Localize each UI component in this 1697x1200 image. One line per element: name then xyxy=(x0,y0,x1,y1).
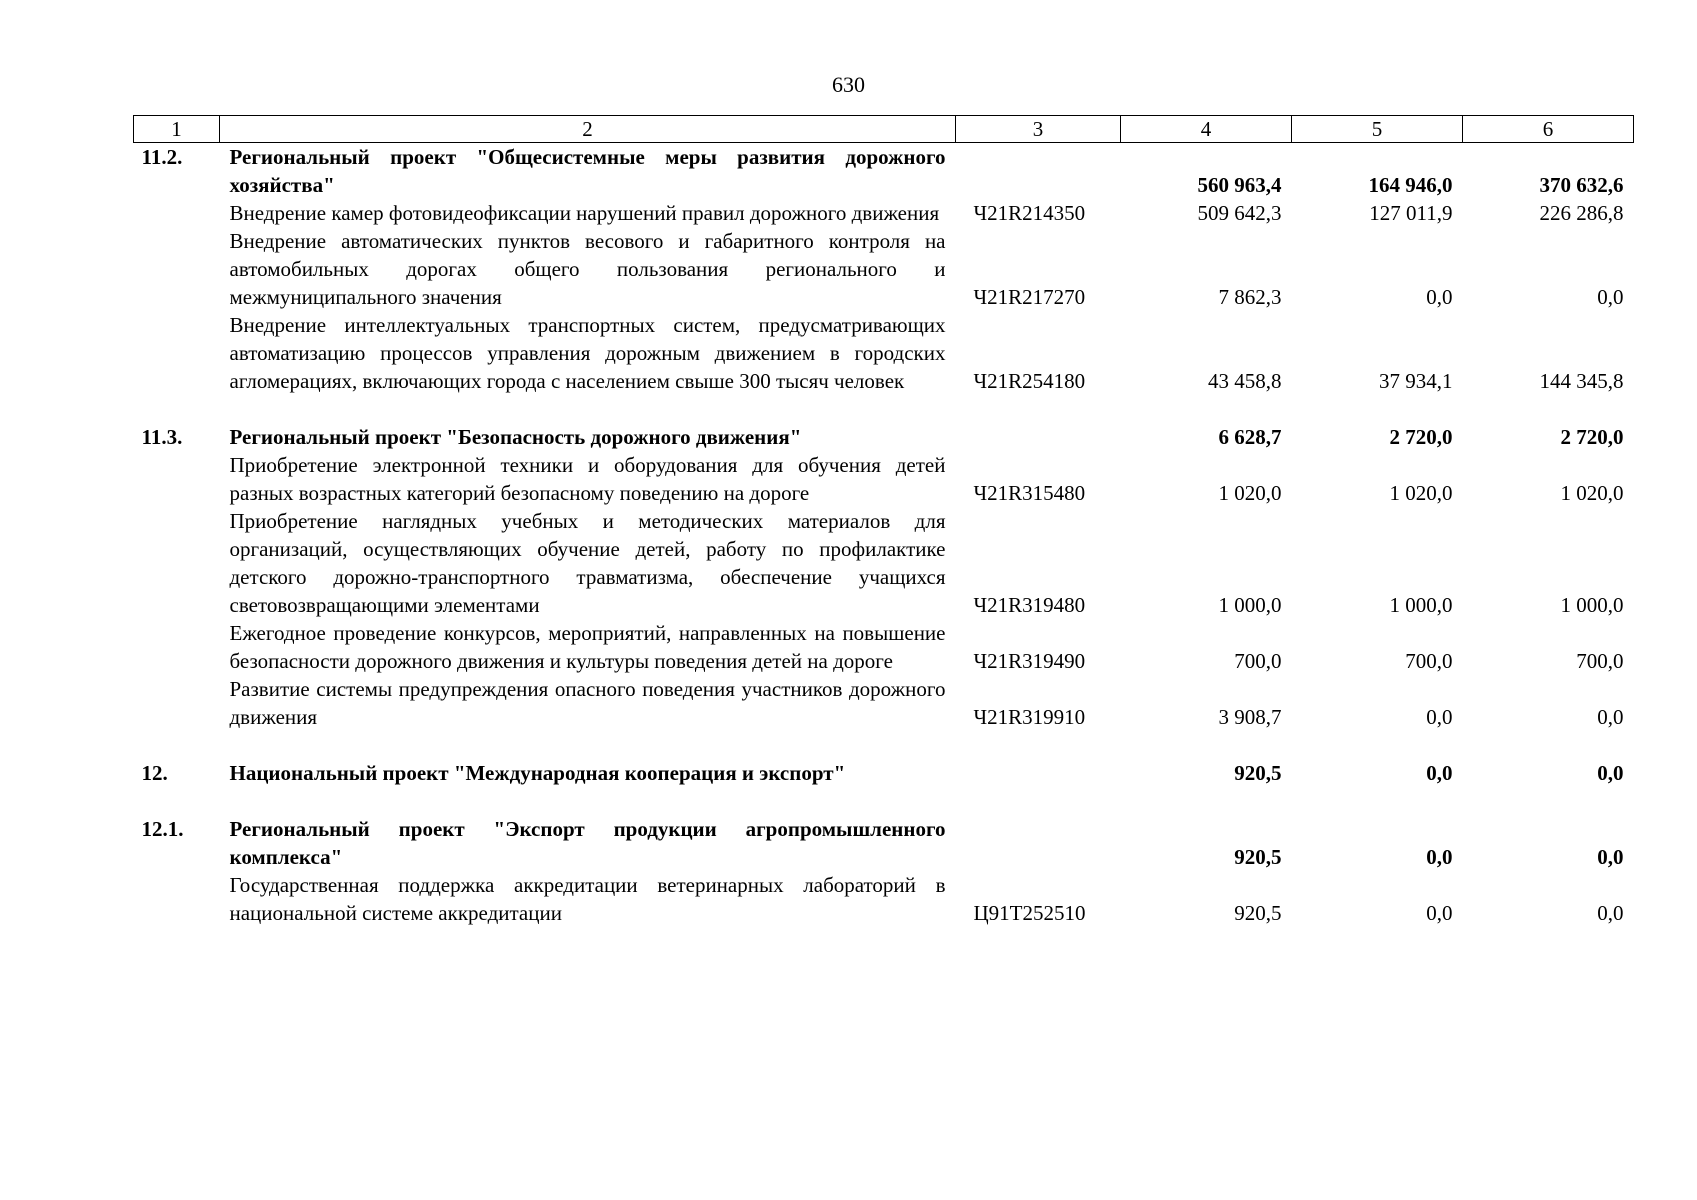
row-number xyxy=(134,619,220,675)
table-row xyxy=(134,871,1634,927)
row-value-5: 0,0 xyxy=(1426,285,1453,309)
row-value-6: 2 720,0 xyxy=(1560,425,1624,449)
row-name: Развитие системы предупреждения опасного поведения участников дорожного движения xyxy=(229,677,946,729)
row-code: Ч21R319910 xyxy=(973,705,1086,729)
row-value-5: 0,0 xyxy=(1426,901,1453,925)
row-value-5: 700,0 xyxy=(1405,649,1453,673)
row-value-5: 2 720,0 xyxy=(1389,425,1453,449)
row-code: Ч21R319490 xyxy=(973,649,1086,673)
row-value-6: 1 000,0 xyxy=(1560,593,1624,617)
row-code xyxy=(956,731,1121,787)
row-code: Ч21R319480 xyxy=(973,593,1086,617)
row-name: Внедрение автоматических пунктов весового и габаритного контроля на автомобильных дорогах общего пользования регионального и межмуниципального значения xyxy=(229,229,946,309)
column-header-2: 2 xyxy=(220,116,956,143)
row-number xyxy=(134,507,220,619)
budget-table xyxy=(133,115,1634,927)
table-row xyxy=(134,199,1634,227)
row-value-4: 700,0 xyxy=(1234,649,1282,673)
table-row xyxy=(134,395,1634,451)
row-value-4: 920,5 xyxy=(1234,901,1282,925)
row-value-6: 0,0 xyxy=(1597,845,1624,869)
table-row xyxy=(134,227,1634,311)
row-name: Внедрение камер фотовидеофиксации нарушений правил дорожного движения xyxy=(229,201,940,225)
table-row xyxy=(134,787,1634,871)
row-value-4: 1 000,0 xyxy=(1218,593,1282,617)
row-value-6: 0,0 xyxy=(1597,761,1624,785)
row-code xyxy=(956,787,1121,871)
column-header-1: 1 xyxy=(134,116,220,143)
table-row xyxy=(134,507,1634,619)
row-code: Ч21R315480 xyxy=(973,481,1086,505)
row-name: Региональный проект "Общесистемные меры развития дорожного хозяйства" xyxy=(229,145,946,197)
row-value-6: 0,0 xyxy=(1597,285,1624,309)
row-value-5: 0,0 xyxy=(1426,761,1453,785)
column-header-3: 3 xyxy=(956,116,1121,143)
row-name: Региональный проект "Безопасность дорожного движения" xyxy=(229,425,802,449)
row-value-5: 1 000,0 xyxy=(1389,593,1453,617)
row-value-4: 6 628,7 xyxy=(1218,425,1282,449)
row-value-4: 3 908,7 xyxy=(1218,705,1282,729)
row-name: Государственная поддержка аккредитации ветеринарных лабораторий в национальной системе аккредитации xyxy=(229,873,946,925)
row-value-4: 43 458,8 xyxy=(1208,369,1282,393)
row-value-4: 920,5 xyxy=(1234,761,1282,785)
row-value-5: 164 946,0 xyxy=(1368,173,1453,197)
table-row xyxy=(134,311,1634,395)
row-name: Региональный проект "Экспорт продукции агропромышленного комплекса" xyxy=(229,817,946,869)
row-number xyxy=(134,227,220,311)
table-row xyxy=(134,143,1634,200)
table-row xyxy=(134,619,1634,675)
row-value-4: 560 963,4 xyxy=(1197,173,1282,197)
row-name: Национальный проект "Международная кооперация и экспорт" xyxy=(229,761,846,785)
row-value-6: 226 286,8 xyxy=(1539,201,1624,225)
row-value-4: 509 642,3 xyxy=(1197,201,1282,225)
column-header-5: 5 xyxy=(1292,116,1463,143)
row-number: 11.3. xyxy=(141,425,183,449)
page-number: 630 xyxy=(832,72,865,97)
table-body xyxy=(134,143,1634,928)
row-code: Ц91Т252510 xyxy=(973,901,1086,925)
row-value-4: 1 020,0 xyxy=(1218,481,1282,505)
column-header-6: 6 xyxy=(1463,116,1634,143)
row-number xyxy=(134,451,220,507)
row-name: Внедрение интеллектуальных транспортных систем, предусматривающих автоматизацию процессов управления дорожным движением в городских агломерациях, включающих города с населением свыше 300 тысяч человек xyxy=(229,313,946,393)
row-number xyxy=(134,199,220,227)
row-code: Ч21R214350 xyxy=(973,201,1086,225)
row-name: Приобретение наглядных учебных и методических материалов для организаций, осуществляющих обучение детей, работу по профилактике детского дорожно-транспортного травматизма, обеспечение учащихся световозвращающими элементами xyxy=(229,509,946,617)
row-value-6: 1 020,0 xyxy=(1560,481,1624,505)
row-value-6: 144 345,8 xyxy=(1539,369,1624,393)
row-name: Ежегодное проведение конкурсов, мероприятий, направленных на повышение безопасности дорожного движения и культуры поведения детей на дороге xyxy=(229,621,946,673)
column-number-header xyxy=(134,116,1634,143)
row-code: Ч21R217270 xyxy=(973,285,1086,309)
table-row xyxy=(134,451,1634,507)
row-value-6: 0,0 xyxy=(1597,705,1624,729)
table-row xyxy=(134,731,1634,787)
row-number xyxy=(134,311,220,395)
row-value-4: 7 862,3 xyxy=(1218,285,1282,309)
row-value-6: 0,0 xyxy=(1597,901,1624,925)
table-row xyxy=(134,675,1634,731)
row-value-5: 0,0 xyxy=(1426,705,1453,729)
row-value-4: 920,5 xyxy=(1234,845,1282,869)
row-number xyxy=(134,871,220,927)
row-value-5: 37 934,1 xyxy=(1379,369,1453,393)
row-value-6: 700,0 xyxy=(1576,649,1624,673)
row-value-5: 127 011,9 xyxy=(1369,201,1453,225)
row-number: 11.2. xyxy=(141,145,183,169)
row-code xyxy=(956,143,1121,200)
row-number: 12.1. xyxy=(141,817,184,841)
row-code xyxy=(956,395,1121,451)
row-value-5: 1 020,0 xyxy=(1389,481,1453,505)
row-value-6: 370 632,6 xyxy=(1539,173,1624,197)
row-value-5: 0,0 xyxy=(1426,845,1453,869)
row-number: 12. xyxy=(141,761,168,785)
row-name: Приобретение электронной техники и оборудования для обучения детей разных возрастных категорий безопасному поведению на дороге xyxy=(229,453,946,505)
column-header-4: 4 xyxy=(1121,116,1292,143)
row-code: Ч21R254180 xyxy=(973,369,1086,393)
row-number xyxy=(134,675,220,731)
